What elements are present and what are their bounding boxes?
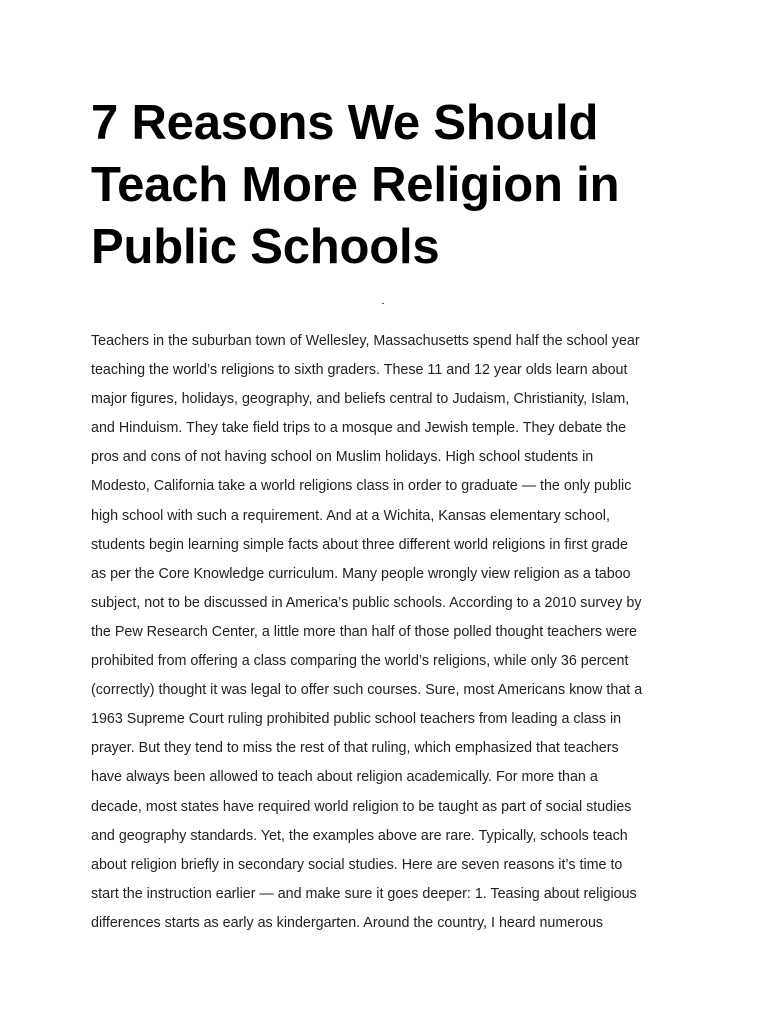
body-line: (correctly) thought it was legal to offer such courses. Sure, most Americans know that a bbox=[91, 682, 643, 699]
body-line: the Pew Research Center, a little more than half of those polled thought teachers were bbox=[91, 623, 637, 640]
body-line: decade, most states have required world religion to be taught as part of social studies bbox=[91, 798, 632, 815]
body-line: pros and cons of not having school on Muslim holidays. High school students in bbox=[91, 449, 594, 466]
body-line: start the instruction earlier — and make sure it goes deeper: 1. Teasing about religious bbox=[91, 885, 637, 902]
body-line: teaching the world’s religions to sixth graders. These 11 and 12 year olds learn about bbox=[91, 362, 628, 379]
body-line: subject, not to be discussed in America’s public schools. According to a 2010 survey by bbox=[91, 594, 642, 611]
title-line: Public Schools bbox=[91, 220, 440, 274]
title-line: Teach More Religion in bbox=[91, 158, 620, 212]
body-line: prayer. But they tend to miss the rest of that ruling, which emphasized that teachers bbox=[91, 740, 619, 757]
body-line: 1963 Supreme Court ruling prohibited public school teachers from leading a class in bbox=[91, 711, 622, 728]
body-line: prohibited from offering a class comparing the world’s religions, while only 36 percent bbox=[91, 653, 629, 670]
body-line: differences starts as early as kindergarten. Around the country, I heard numerous bbox=[91, 914, 604, 931]
body-line: as per the Core Knowledge curriculum. Many people wrongly view religion as a taboo bbox=[91, 565, 631, 582]
body-line: Modesto, California take a world religions class in order to graduate — the only public bbox=[91, 478, 632, 495]
article-title bbox=[91, 92, 711, 278]
body-line: high school with such a requirement. And at a Wichita, Kansas elementary school, bbox=[91, 507, 610, 524]
title-line: 7 Reasons We Should bbox=[91, 96, 599, 150]
body-line: students begin learning simple facts about three different world religions in first grade bbox=[91, 536, 628, 553]
body-line: major figures, holidays, geography, and beliefs central to Judaism, Christianity, Islam, bbox=[91, 391, 630, 408]
body-line: Teachers in the suburban town of Wellesley, Massachusetts spend half the school year bbox=[91, 333, 640, 349]
body-line: about religion briefly in secondary social studies. Here are seven reasons it’s time to bbox=[91, 856, 623, 873]
article-body bbox=[91, 327, 687, 938]
body-line: and geography standards. Yet, the examples above are rare. Typically, schools teach bbox=[91, 827, 628, 844]
body-line: and Hinduism. They take field trips to a mosque and Jewish temple. They debate the bbox=[91, 420, 627, 437]
separator-dot bbox=[382, 303, 384, 304]
body-line: have always been allowed to teach about religion academically. For more than a bbox=[91, 769, 598, 786]
